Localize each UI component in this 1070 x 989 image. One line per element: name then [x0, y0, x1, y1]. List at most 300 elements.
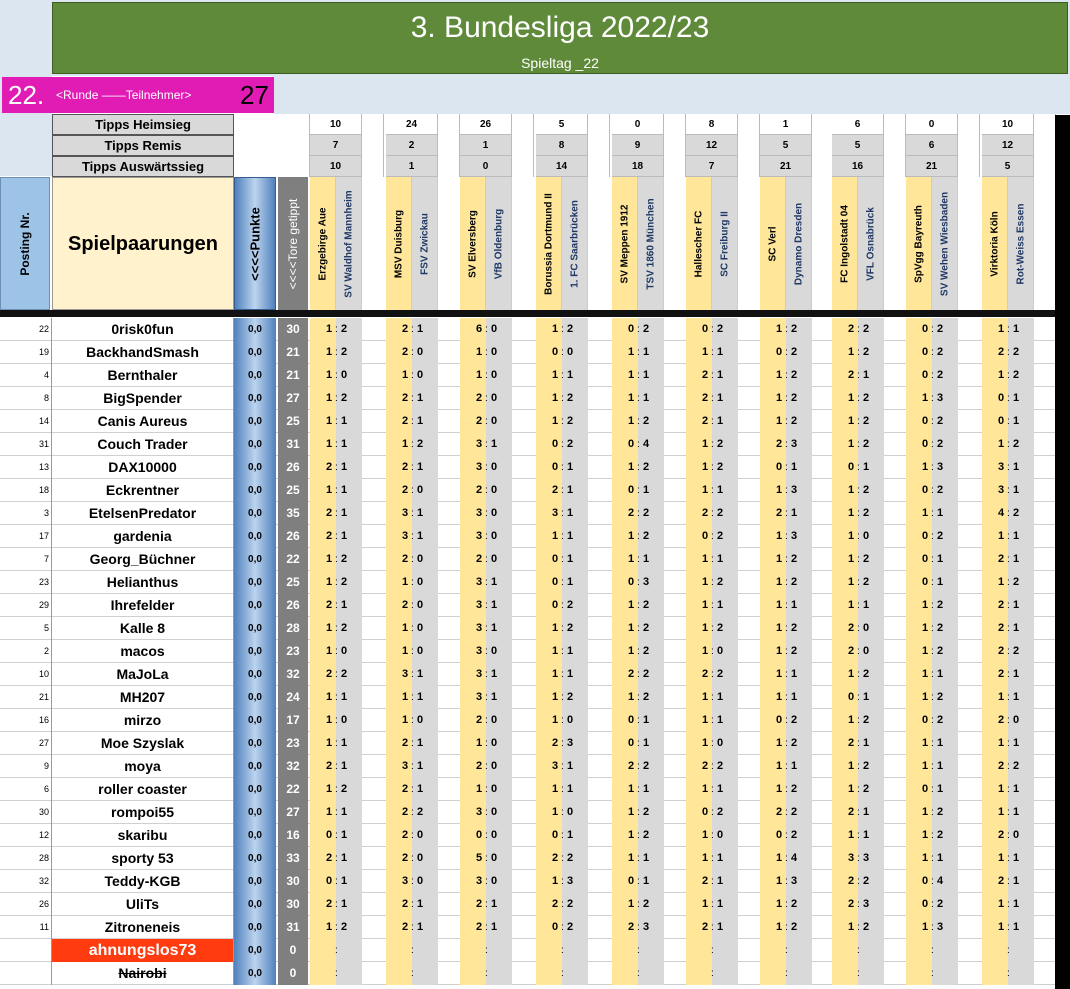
tip-away-goals: 1 [340, 852, 348, 864]
tip-away-goals: 0 [490, 323, 498, 335]
tip-away-goals: 2 [716, 760, 724, 772]
tip-separator: : [711, 761, 714, 772]
tip-home-goals: 2 [997, 553, 1005, 565]
player-name[interactable]: skaribu [52, 824, 234, 847]
tip-separator: : [857, 347, 860, 358]
tip-away-goals: 3 [642, 921, 650, 933]
tip-home-goals: 1 [627, 461, 635, 473]
tip-away-goals: 1 [490, 691, 498, 703]
tip-separator: : [335, 692, 338, 703]
tip-home-goals: 0 [701, 806, 709, 818]
tip-home-goals: 0 [921, 714, 929, 726]
player-points: 0,0 [234, 916, 276, 939]
tip-separator: : [931, 370, 934, 381]
tip-separator: : [711, 853, 714, 864]
tip-home-goals: 2 [325, 507, 333, 519]
tip-home-goals: 1 [475, 737, 483, 749]
player-name[interactable]: Kalle 8 [52, 617, 234, 640]
tip-home-goals: 2 [475, 553, 483, 565]
player-name[interactable]: Georg_Büchner [52, 548, 234, 571]
tip-home-goals: 3 [475, 438, 483, 450]
tip-home-goals: 1 [701, 829, 709, 841]
tip-home-goals: 2 [847, 875, 855, 887]
tip-away-goals: 0 [416, 484, 424, 496]
tip-home-goals: 1 [921, 921, 929, 933]
tip-home-goals: 1 [847, 760, 855, 772]
tip-separator: : [785, 439, 788, 450]
player-name[interactable]: Moe Szyslak [52, 732, 234, 755]
tip-away-goals [337, 939, 351, 962]
tip-separator: : [335, 968, 338, 979]
tip-separator: : [335, 370, 338, 381]
player-goals: 32 [278, 755, 308, 778]
tip-separator: : [785, 669, 788, 680]
tip-home-goals: 1 [627, 599, 635, 611]
tip-away-goals: 2 [340, 622, 348, 634]
tip-separator: : [857, 370, 860, 381]
tip-home-goals: 1 [401, 691, 409, 703]
tip-separator: : [411, 968, 414, 979]
tip-separator: : [485, 899, 488, 910]
posting-number: 12 [0, 824, 52, 847]
page-title: 3. Bundesliga 2022/23 [410, 11, 710, 44]
player-name[interactable]: Eckrentner [52, 479, 234, 502]
tip-home-goals: 2 [701, 921, 709, 933]
tip-away-goals: 0 [1012, 829, 1020, 841]
tip-home-goals: 0 [921, 323, 929, 335]
tipps-spacer [512, 156, 534, 177]
tip-home-goals: 1 [921, 599, 929, 611]
tip-away-goals: 0 [490, 875, 498, 887]
tip-home-goals: 6 [475, 323, 483, 335]
tip-home-goals: 1 [325, 484, 333, 496]
tip-home-goals: 1 [701, 898, 709, 910]
team-name: 1. FC Saarbrücken [569, 199, 580, 288]
tip-separator: : [711, 715, 714, 726]
player-goals: 33 [278, 847, 308, 870]
table-row [0, 387, 1055, 410]
player-goals: 22 [278, 778, 308, 801]
player-name[interactable]: macos [52, 640, 234, 663]
tip-away-goals: 1 [642, 392, 650, 404]
player-points: 0,0 [234, 548, 276, 571]
tip-home-goals: 0 [551, 553, 559, 565]
tip-away-goals: 1 [490, 668, 498, 680]
team-header-home [612, 177, 638, 310]
tip-separator: : [335, 462, 338, 473]
tip-away-goals: 0 [416, 599, 424, 611]
tip-away-goals: 2 [642, 599, 650, 611]
tip-separator: : [857, 922, 860, 933]
tip-home-goals: 0 [551, 829, 559, 841]
player-name[interactable]: moya [52, 755, 234, 778]
tip-home-goals: 1 [551, 691, 559, 703]
tip-separator: : [335, 623, 338, 634]
player-name[interactable]: Bernthaler [52, 364, 234, 387]
tipps-count: 7 [310, 135, 362, 156]
tip-away-goals: 1 [1012, 599, 1020, 611]
tip-away-goals: 1 [416, 898, 424, 910]
tipps-count: 0 [460, 156, 512, 177]
tip-away-goals: 0 [490, 783, 498, 795]
tip-away-goals: 3 [936, 921, 944, 933]
tip-separator: : [1007, 393, 1010, 404]
team-header-away [638, 177, 664, 310]
tip-separator: : [561, 531, 564, 542]
player-name[interactable]: rompoi55 [52, 801, 234, 824]
player-name[interactable]: ahnungslos73 [52, 939, 234, 962]
tip-separator: : [411, 577, 414, 588]
tip-separator: : [485, 347, 488, 358]
tip-home-goals: 2 [401, 599, 409, 611]
tip-separator: : [785, 324, 788, 335]
tip-home-goals: 1 [775, 898, 783, 910]
tip-home-goals: 1 [775, 576, 783, 588]
tip-separator: : [711, 669, 714, 680]
team-name: Virktoria Köln [989, 210, 1000, 277]
tip-home-goals: 2 [401, 484, 409, 496]
tip-home-goals: 1 [921, 760, 929, 772]
player-name[interactable]: Couch Trader [52, 433, 234, 456]
page-subtitle: Spieltag _22 [521, 55, 599, 71]
player-goals: 21 [278, 341, 308, 364]
tip-separator: : [857, 738, 860, 749]
tip-away-goals: 0 [416, 553, 424, 565]
tip-away-goals: 1 [936, 576, 944, 588]
player-name[interactable]: Zitroneneis [52, 916, 234, 939]
tip-separator: : [1007, 485, 1010, 496]
tipps-count: 10 [310, 156, 362, 177]
tip-separator: : [411, 370, 414, 381]
tip-away-goals: 2 [716, 806, 724, 818]
tip-separator: : [711, 646, 714, 657]
player-goals: 26 [278, 456, 308, 479]
tip-separator: : [857, 600, 860, 611]
tip-home-goals: 2 [551, 852, 559, 864]
tip-away-goals [933, 939, 947, 962]
tip-separator: : [857, 830, 860, 841]
tip-home-goals: 1 [775, 484, 783, 496]
table-row [0, 502, 1055, 525]
tip-separator: : [785, 646, 788, 657]
tip-home-goals: 1 [627, 645, 635, 657]
tip-away-goals: 1 [716, 599, 724, 611]
tip-away-goals [487, 962, 501, 985]
tip-home-goals: 3 [551, 760, 559, 772]
tip-home-goals: 1 [775, 415, 783, 427]
tip-home-goals: 1 [701, 645, 709, 657]
table-row [0, 318, 1055, 341]
tip-separator: : [785, 761, 788, 772]
table-row [0, 893, 1055, 916]
tip-home-goals: 1 [921, 691, 929, 703]
tip-away-goals: 0 [340, 369, 348, 381]
tip-away-goals: 1 [416, 323, 424, 335]
tip-separator: : [931, 922, 934, 933]
tip-separator: : [785, 370, 788, 381]
player-points: 0,0 [234, 847, 276, 870]
tip-separator: : [857, 508, 860, 519]
tip-separator: : [411, 508, 414, 519]
tip-home-goals: 0 [847, 461, 855, 473]
table-row [0, 870, 1055, 893]
player-name[interactable]: BigSpender [52, 387, 234, 410]
player-name[interactable]: DAX10000 [52, 456, 234, 479]
tip-separator: : [931, 669, 934, 680]
tip-home-goals: 1 [997, 323, 1005, 335]
tip-separator: : [931, 853, 934, 864]
player-name[interactable]: EtelsenPredator [52, 502, 234, 525]
player-points: 0,0 [234, 801, 276, 824]
tipps-away-label: Tipps Auswärtssieg [52, 156, 234, 177]
table-row [0, 939, 1055, 962]
tip-home-goals [918, 962, 932, 985]
tip-separator: : [711, 324, 714, 335]
tip-away-goals: 2 [716, 323, 724, 335]
tip-home-goals: 3 [401, 507, 409, 519]
team-header-away [786, 177, 812, 310]
tip-away-goals: 0 [416, 875, 424, 887]
tip-separator: : [561, 876, 564, 887]
player-goals: 28 [278, 617, 308, 640]
tip-away-goals: 2 [936, 530, 944, 542]
tip-home-goals: 1 [401, 714, 409, 726]
tip-home-goals: 2 [475, 484, 483, 496]
team-name: SV Elversberg [467, 209, 478, 278]
tip-away-goals: 2 [340, 323, 348, 335]
tip-away-goals: 2 [340, 392, 348, 404]
tip-separator: : [857, 646, 860, 657]
tip-away-goals: 1 [716, 714, 724, 726]
tip-separator: : [931, 968, 934, 979]
tip-separator: : [335, 830, 338, 841]
tip-home-goals: 2 [325, 461, 333, 473]
player-goals: 27 [278, 801, 308, 824]
tip-separator: : [711, 623, 714, 634]
player-name[interactable]: Nairobi [52, 962, 234, 985]
tip-home-goals: 2 [475, 760, 483, 772]
tip-home-goals: 0 [921, 415, 929, 427]
posting-number: 8 [0, 387, 52, 410]
tipps-count: 26 [460, 114, 512, 135]
tip-separator: : [561, 554, 564, 565]
tip-separator: : [785, 968, 788, 979]
tip-away-goals: 1 [716, 553, 724, 565]
tip-separator: : [785, 462, 788, 473]
tip-away-goals: 2 [566, 323, 574, 335]
tip-away-goals: 0 [416, 369, 424, 381]
player-name[interactable]: UliTs [52, 893, 234, 916]
tip-away-goals: 0 [490, 369, 498, 381]
tip-away-goals: 2 [862, 507, 870, 519]
tip-away-goals [413, 939, 427, 962]
tip-away-goals: 1 [716, 484, 724, 496]
tip-separator: : [485, 807, 488, 818]
tip-home-goals: 1 [475, 346, 483, 358]
player-name[interactable]: BackhandSmash [52, 341, 234, 364]
tip-away-goals [787, 962, 801, 985]
tip-away-goals: 1 [642, 553, 650, 565]
tip-separator: : [857, 807, 860, 818]
tip-home-goals [624, 939, 638, 962]
tip-separator: : [411, 853, 414, 864]
tip-home-goals: 3 [401, 530, 409, 542]
tip-separator: : [411, 922, 414, 933]
tip-away-goals: 2 [790, 622, 798, 634]
tip-separator: : [411, 876, 414, 887]
tip-away-goals: 1 [340, 461, 348, 473]
tip-away-goals: 0 [490, 645, 498, 657]
tip-away-goals: 2 [790, 576, 798, 588]
tip-away-goals: 1 [716, 369, 724, 381]
player-points: 0,0 [234, 709, 276, 732]
tip-separator: : [411, 761, 414, 772]
tip-away-goals: 2 [566, 599, 574, 611]
tip-home-goals: 2 [401, 852, 409, 864]
tip-home-goals: 1 [701, 576, 709, 588]
tip-separator: : [335, 577, 338, 588]
tip-home-goals: 1 [627, 392, 635, 404]
player-name[interactable]: 0risk0fun [52, 318, 234, 341]
tip-home-goals: 2 [775, 438, 783, 450]
tip-separator: : [857, 669, 860, 680]
posting-number: 4 [0, 364, 52, 387]
player-name[interactable]: Teddy-KGB [52, 870, 234, 893]
tip-away-goals: 2 [936, 829, 944, 841]
player-name[interactable]: Ihrefelder [52, 594, 234, 617]
tip-separator: : [711, 738, 714, 749]
tip-away-goals: 1 [340, 438, 348, 450]
team-name: Rot-Weiss Essen [1015, 203, 1026, 284]
tip-home-goals: 1 [847, 576, 855, 588]
tip-away-goals [337, 962, 351, 985]
posting-header-label: Posting Nr. [18, 211, 32, 276]
tip-home-goals: 1 [627, 415, 635, 427]
tip-separator: : [411, 830, 414, 841]
tip-away-goals: 2 [340, 553, 348, 565]
tip-away-goals: 1 [790, 507, 798, 519]
tip-separator: : [637, 761, 640, 772]
tip-home-goals: 3 [475, 645, 483, 657]
player-name[interactable]: roller coaster [52, 778, 234, 801]
tip-away-goals: 1 [490, 599, 498, 611]
tip-home-goals: 2 [997, 645, 1005, 657]
tip-away-goals: 1 [716, 852, 724, 864]
tip-away-goals: 0 [566, 346, 574, 358]
tip-away-goals: 2 [716, 622, 724, 634]
tip-separator: : [411, 784, 414, 795]
tip-home-goals: 1 [997, 438, 1005, 450]
tip-home-goals: 1 [627, 553, 635, 565]
tip-home-goals: 2 [401, 898, 409, 910]
player-name[interactable]: MH207 [52, 686, 234, 709]
tipps-spacer [664, 114, 686, 135]
tip-away-goals: 2 [790, 346, 798, 358]
tip-separator: : [931, 531, 934, 542]
tip-away-goals: 2 [340, 668, 348, 680]
tip-separator: : [561, 738, 564, 749]
tip-away-goals: 3 [790, 875, 798, 887]
tip-away-goals: 2 [716, 461, 724, 473]
tip-home-goals: 1 [551, 323, 559, 335]
tip-away-goals: 1 [642, 369, 650, 381]
tip-separator: : [485, 945, 488, 956]
tip-home-goals [772, 962, 786, 985]
tip-separator: : [561, 439, 564, 450]
tip-away-goals: 1 [340, 829, 348, 841]
player-name[interactable]: mirzo [52, 709, 234, 732]
tip-separator: : [561, 646, 564, 657]
tip-home-goals: 1 [775, 645, 783, 657]
tipps-spacer [812, 114, 834, 135]
tip-separator: : [335, 899, 338, 910]
round-number: 22. [8, 80, 45, 110]
tipps-spacer [664, 156, 686, 177]
tip-separator: : [485, 554, 488, 565]
tip-away-goals: 1 [566, 461, 574, 473]
team-header-away [486, 177, 512, 310]
tip-separator: : [411, 623, 414, 634]
tipps-spacer [958, 114, 980, 135]
tip-home-goals: 1 [701, 783, 709, 795]
tip-away-goals: 1 [790, 461, 798, 473]
tip-home-goals: 3 [475, 668, 483, 680]
tip-home-goals: 1 [997, 806, 1005, 818]
table-row [0, 479, 1055, 502]
tip-away-goals: 0 [862, 530, 870, 542]
tip-separator: : [931, 577, 934, 588]
tip-away-goals: 0 [490, 530, 498, 542]
player-name[interactable]: Canis Aureus [52, 410, 234, 433]
table-row [0, 617, 1055, 640]
tip-separator: : [335, 508, 338, 519]
tip-separator: : [1007, 945, 1010, 956]
posting-number: 9 [0, 755, 52, 778]
tip-away-goals: 0 [416, 576, 424, 588]
tip-home-goals: 0 [921, 576, 929, 588]
player-name[interactable]: Helianthus [52, 571, 234, 594]
table-row [0, 709, 1055, 732]
tip-separator: : [335, 876, 338, 887]
player-name[interactable]: MaJoLa [52, 663, 234, 686]
tip-separator: : [1007, 830, 1010, 841]
tip-home-goals [624, 962, 638, 985]
tip-separator: : [931, 416, 934, 427]
tip-away-goals: 1 [936, 507, 944, 519]
tip-separator: : [711, 830, 714, 841]
tip-home-goals: 2 [627, 760, 635, 772]
posting-number: 6 [0, 778, 52, 801]
player-name[interactable]: sporty 53 [52, 847, 234, 870]
tip-away-goals: 2 [642, 507, 650, 519]
tip-away-goals: 1 [862, 461, 870, 473]
tip-separator: : [561, 922, 564, 933]
tip-separator: : [637, 784, 640, 795]
player-name[interactable]: gardenia [52, 525, 234, 548]
tip-separator: : [411, 899, 414, 910]
tip-home-goals: 2 [997, 875, 1005, 887]
tip-home-goals: 1 [775, 760, 783, 772]
tip-separator: : [857, 784, 860, 795]
tip-away-goals: 1 [1012, 622, 1020, 634]
tip-away-goals: 3 [566, 737, 574, 749]
tip-home-goals: 1 [775, 875, 783, 887]
team-header-away [858, 177, 884, 310]
tip-home-goals: 1 [775, 622, 783, 634]
tip-separator: : [857, 416, 860, 427]
tip-away-goals: 2 [862, 346, 870, 358]
tipps-spacer [738, 135, 760, 156]
